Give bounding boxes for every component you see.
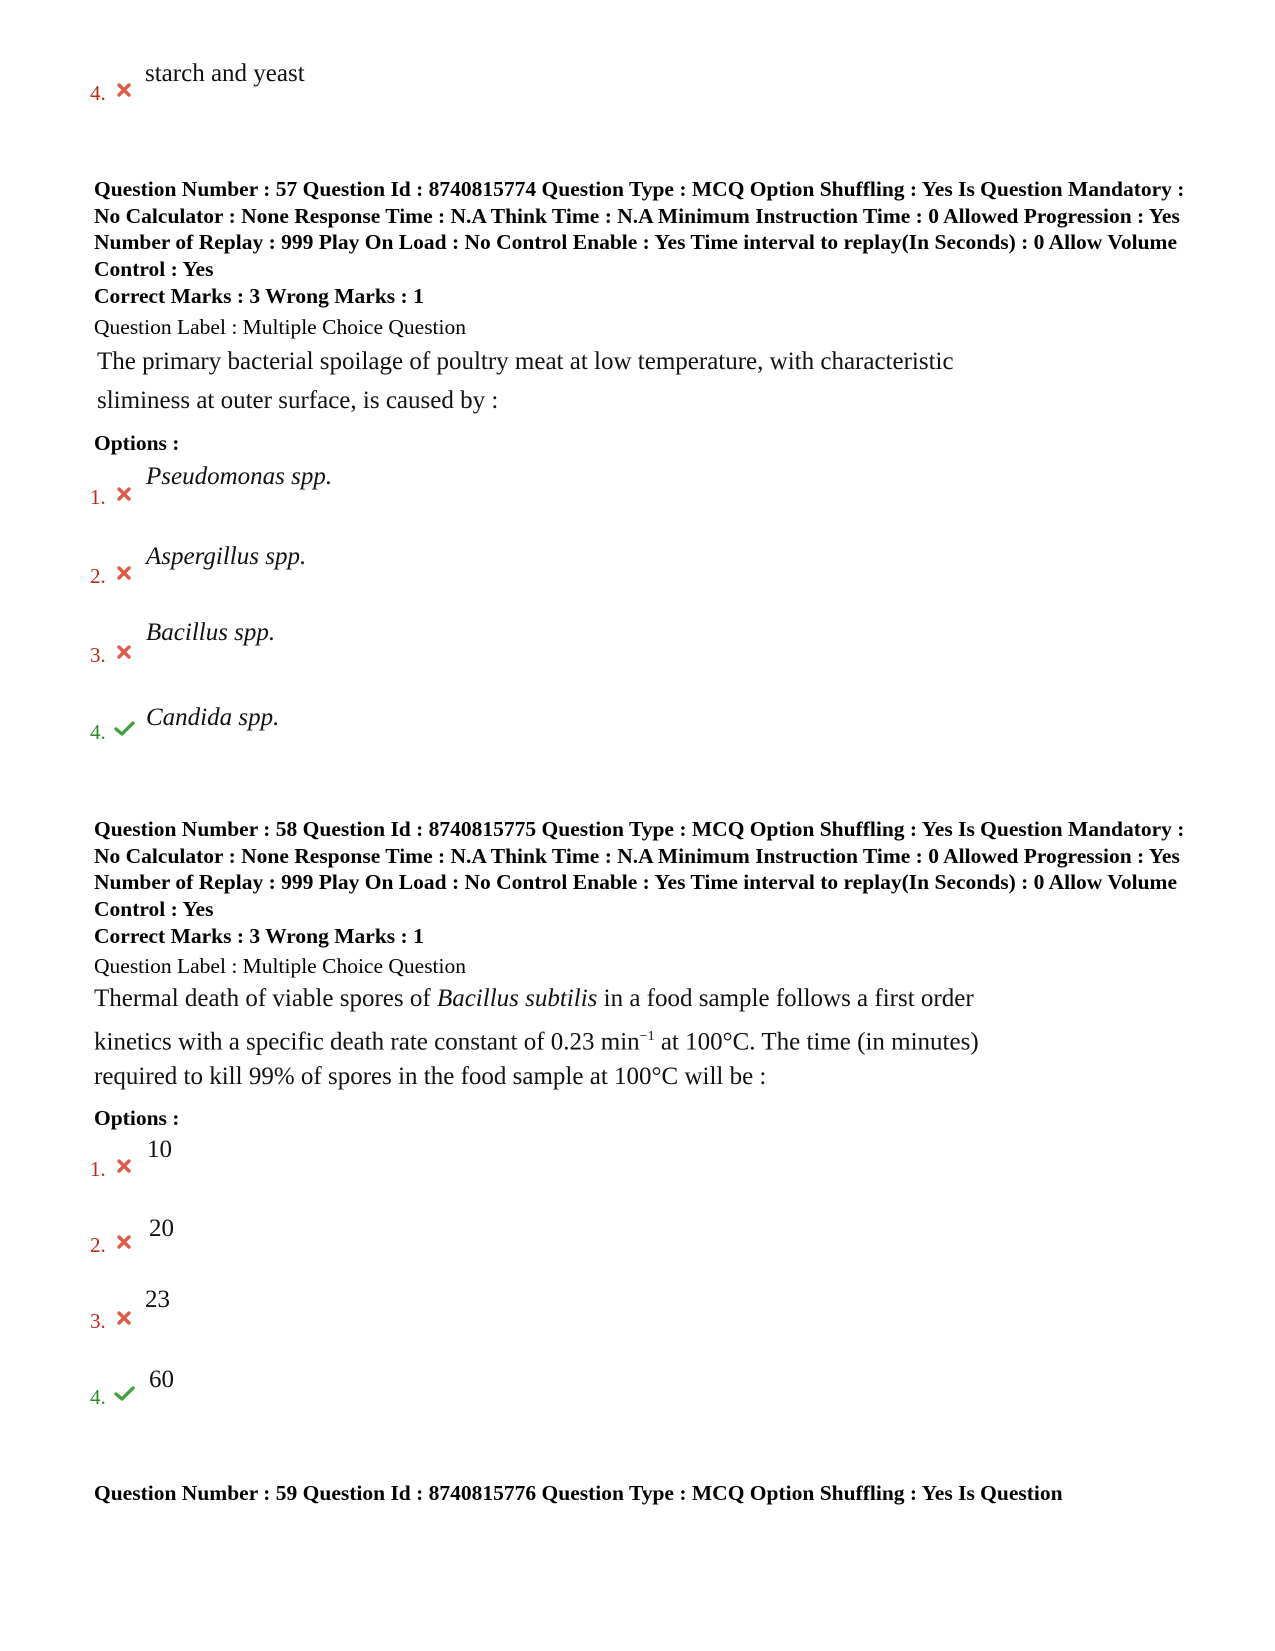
wrong-cross-icon bbox=[116, 644, 132, 660]
option-number: 2. bbox=[90, 1233, 106, 1257]
option-text: Bacillus spp. bbox=[146, 619, 276, 646]
option-text: Candida spp. bbox=[146, 704, 280, 731]
option-number: 3. bbox=[90, 643, 106, 667]
question-57-meta: Question Number : 57 Question Id : 8740815774 Question Type : MCQ Option Shuffling : Yes Is Question Mandatory : No Calculator : None Response Time : N.A Think Time : N.A Minimum Instruction Time : 0 Allowed Progression : Yes Number of Replay : 999 Play On Load : No Control Enable : Yes Time interval to replay(In Seconds) : 0 Allow Volume Control : Yes bbox=[94, 177, 1185, 281]
question-57-options-heading: Options : bbox=[94, 431, 180, 455]
question-58-options-heading: Options : bbox=[94, 1106, 180, 1130]
question-57-text-line-2: sliminess at outer surface, is caused by : bbox=[97, 387, 499, 414]
option-text: 23 bbox=[145, 1286, 170, 1313]
wrong-cross-icon bbox=[116, 1234, 132, 1250]
option-number: 4. bbox=[90, 720, 106, 744]
text-segment: kinetics with a specific death rate constant of 0.23 min bbox=[94, 1028, 640, 1056]
option-number: 4. bbox=[90, 81, 106, 105]
question-57-marks: Correct Marks : 3 Wrong Marks : 1 bbox=[94, 284, 424, 308]
wrong-cross-icon bbox=[116, 486, 132, 502]
question-58-text-line-1 bbox=[94, 979, 974, 1019]
option-number: 4. bbox=[90, 1385, 106, 1409]
wrong-cross-icon bbox=[116, 565, 132, 581]
organism-name: Bacillus subtilis bbox=[436, 985, 598, 1012]
question-57-label: Question Label : Multiple Choice Question bbox=[94, 315, 467, 339]
option-number: 2. bbox=[90, 564, 106, 588]
option-text: starch and yeast bbox=[145, 60, 305, 87]
text-segment: Thermal death of viable spores of bbox=[94, 985, 437, 1012]
question-58-text-line-3: required to kill 99% of spores in the food sample at 100°C will be : bbox=[94, 1063, 767, 1090]
text-segment: in a food sample follows a first order bbox=[597, 985, 974, 1012]
wrong-cross-icon bbox=[116, 1158, 132, 1174]
question-58-marks: Correct Marks : 3 Wrong Marks : 1 bbox=[94, 924, 424, 948]
wrong-cross-icon bbox=[116, 1310, 132, 1326]
question-58-meta: Question Number : 58 Question Id : 8740815775 Question Type : MCQ Option Shuffling : Yes Is Question Mandatory : No Calculator : None Response Time : N.A Think Time : N.A Minimum Instruction Time : 0 Allowed Progression : Yes Number of Replay : 999 Play On Load : No Control Enable : Yes Time interval to replay(In Seconds) : 0 Allow Volume Control : Yes bbox=[94, 817, 1185, 921]
option-text: Aspergillus spp. bbox=[146, 543, 307, 570]
option-number: 1. bbox=[90, 485, 106, 509]
unit-exponent: −1 bbox=[639, 1029, 655, 1044]
question-58-text-line-2 bbox=[94, 1017, 979, 1062]
option-number: 3. bbox=[90, 1309, 106, 1333]
option-number: 1. bbox=[90, 1157, 106, 1181]
question-58-label: Question Label : Multiple Choice Question bbox=[94, 954, 467, 978]
text-segment: at 100°C. The time (in minutes) bbox=[654, 1028, 979, 1056]
correct-check-icon bbox=[114, 720, 135, 736]
question-59-meta: Question Number : 59 Question Id : 8740815776 Question Type : MCQ Option Shuffling : Yes Is Question bbox=[94, 1481, 1063, 1505]
question-57-text-line-1: The primary bacterial spoilage of poultry meat at low temperature, with characteristic bbox=[97, 348, 954, 375]
option-text: 10 bbox=[147, 1136, 172, 1163]
correct-check-icon bbox=[114, 1385, 135, 1401]
option-text: 20 bbox=[149, 1215, 174, 1242]
wrong-cross-icon bbox=[116, 82, 132, 98]
option-text: Pseudomonas spp. bbox=[146, 463, 333, 490]
option-text: 60 bbox=[149, 1366, 174, 1393]
